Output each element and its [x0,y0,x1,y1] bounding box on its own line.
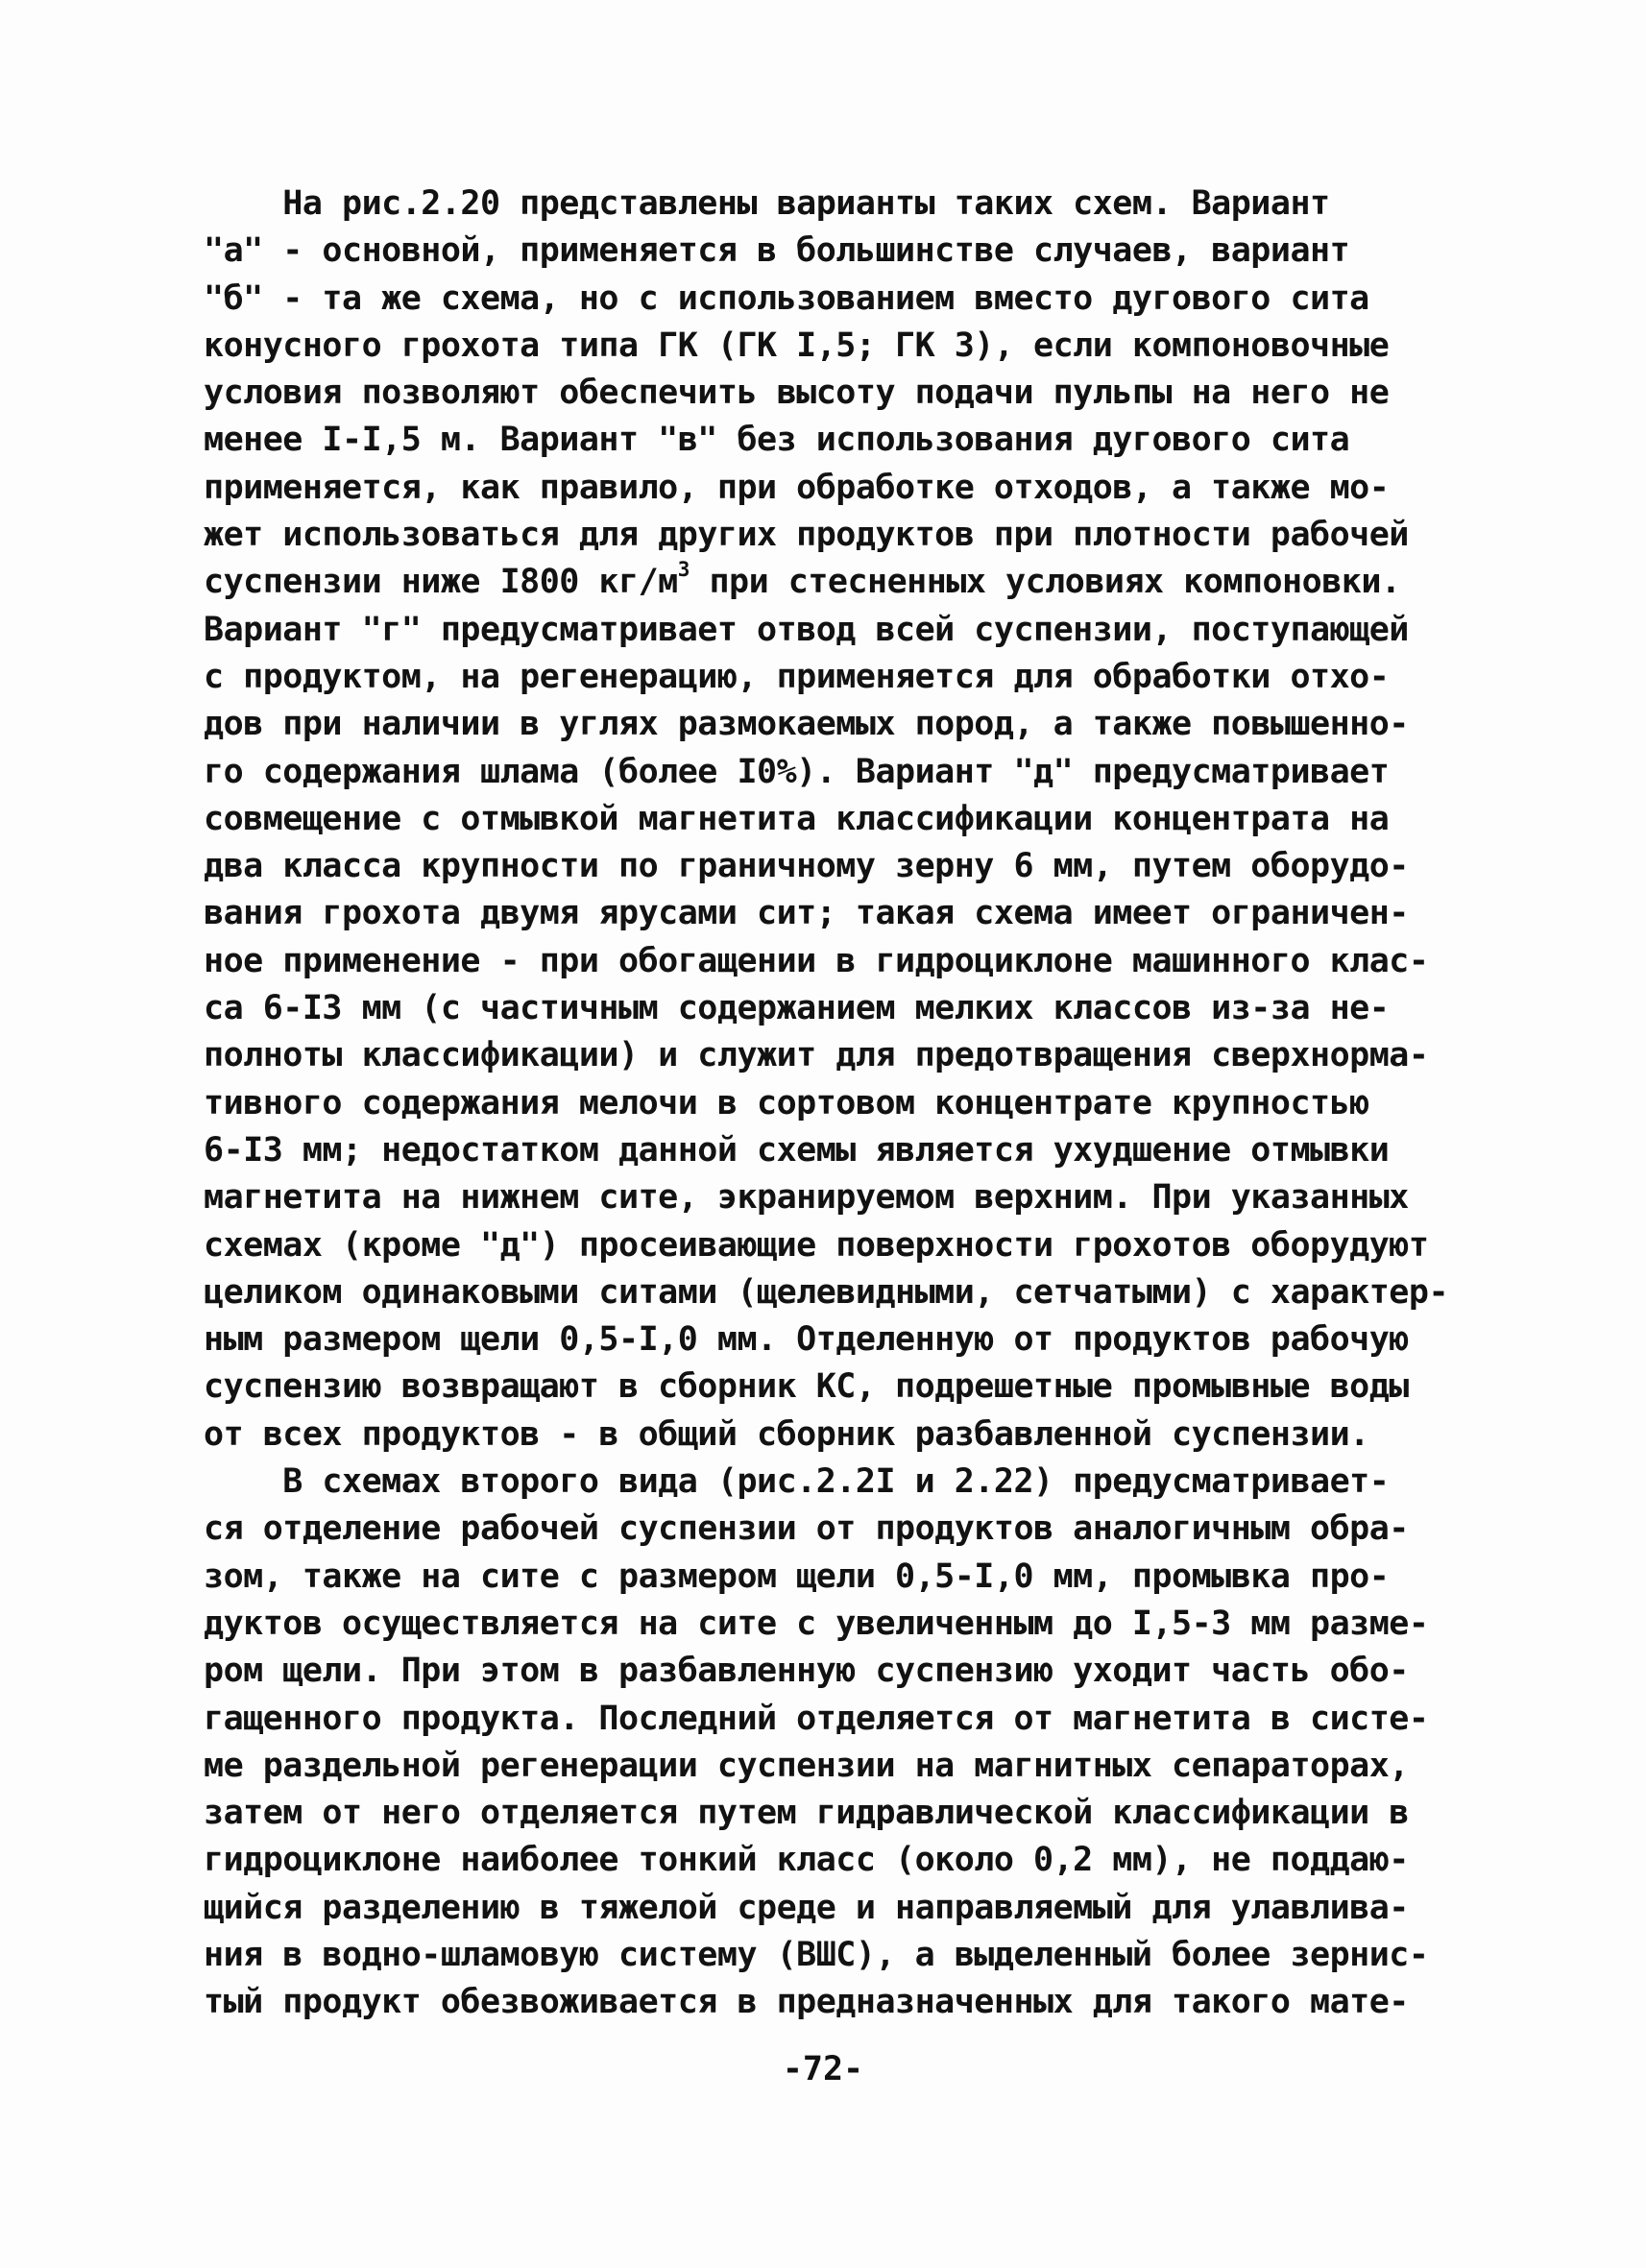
text-line: применяется, как правило, при обработке отходов, а также мо- [204,468,1390,507]
text-line: "б" - та же схема, но с использованием вместо дугового сита [204,278,1369,318]
text-line: ния в водно-шламовую систему (ВШС), а выделенный более зернис- [204,1935,1429,1974]
text-line: схемах (кроме "д") просеивающие поверхности грохотов оборудуют [204,1225,1429,1265]
text-line: ным размером щели 0,5-I,0 мм. Отделенную от продуктов рабочую [204,1320,1409,1360]
text-line-with-superscript [204,559,1452,606]
text-line: тый продукт обезвоживается в предназначенных для такого мате- [204,1983,1409,2022]
text-line: зом, также на сите с размером щели 0,5-I,0 мм, промывка про- [204,1556,1390,1596]
text-line: конусного грохота типа ГК (ГК I,5; ГК 3), если компоновочные [204,326,1390,365]
text-line: 6-I3 мм; недостатком данной схемы является ухудшение отмывки [204,1130,1390,1170]
text-line: жет использоваться для других продуктов при плотности рабочей [204,516,1409,555]
text-line: магнетита на нижнем сите, экранируемом верхним. При указанных [204,1178,1409,1218]
body-text [204,181,1452,2027]
text-line: условия позволяют обеспечить высоту подачи пульпы на него не [204,374,1390,413]
text-line: Вариант "г" предусматривает отвод всей суспензии, поступающей [204,610,1409,649]
text-line: ром щели. При этом в разбавленную суспензию уходит часть обо- [204,1652,1409,1691]
text-line-head: суспензии ниже I800 кг/м [204,563,678,602]
text-line: суспензию возвращают в сборник КС, подрешетные промывные воды [204,1367,1409,1407]
text-line: са 6-I3 мм (с частичным содержанием мелких классов из-за не- [204,989,1390,1028]
text-line: гидроциклоне наиболее тонкий класс (около 0,2 мм), не поддаю- [204,1841,1409,1880]
text-line: целиком одинаковыми ситами (щелевидными, сетчатыми) с характер- [204,1272,1449,1312]
text-line: ся отделение рабочей суспензии от продуктов аналогичным обра- [204,1509,1409,1549]
text-line: гащенного продукта. Последний отделяется от магнетита в систе- [204,1699,1429,1738]
text-line: затем от него отделяется путем гидравлической классификации в [204,1794,1409,1833]
text-line: менее I-I,5 м. Вариант "в" без использования дугового сита [204,421,1350,460]
text-line: "а" - основной, применяется в большинстве случаев, вариант [204,231,1350,271]
text-line: В схемах второго вида (рис.2.2I и 2.22) предусматривает- [204,1462,1390,1502]
text-line: ное применение - при обогащении в гидроциклоне машинного клас- [204,941,1429,980]
text-line: два класса крупности по граничному зерну 6 мм, путем оборудо- [204,847,1409,886]
text-line: дов при наличии в углях размокаемых пород, а также повышенно- [204,705,1409,744]
text-line: от всех продуктов - в общий сборник разбавленной суспензии. [204,1414,1369,1454]
text-line: вания грохота двумя ярусами сит; такая схема имеет ограничен- [204,894,1409,933]
text-line: тивного содержания мелочи в сортовом концентрате крупностью [204,1083,1369,1122]
page-number: -72- [782,2050,864,2088]
text-line: ме раздельной регенерации суспензии на магнитных сепараторах, [204,1746,1409,1785]
text-line: совмещение с отмывкой магнетита классификации концентрата на [204,799,1390,838]
text-line: го содержания шлама (более I0%). Вариант "д" предусматривает [204,752,1390,791]
text-line: щийся разделению в тяжелой среде и направляемый для улавлива- [204,1888,1409,1927]
text-line: дуктов осуществляется на сите с увеличенным до I,5-3 мм разме- [204,1604,1429,1643]
superscript-three: 3 [677,558,690,582]
text-line: полноты классификации) и служит для предотвращения сверхнорма- [204,1036,1429,1075]
text-line-tail: при стесненных условиях компоновки. [689,563,1401,602]
text-line: с продуктом, на регенерацию, применяется для обработки отхо- [204,657,1390,696]
text-line: На рис.2.20 представлены варианты таких схем. Вариант [204,184,1330,223]
